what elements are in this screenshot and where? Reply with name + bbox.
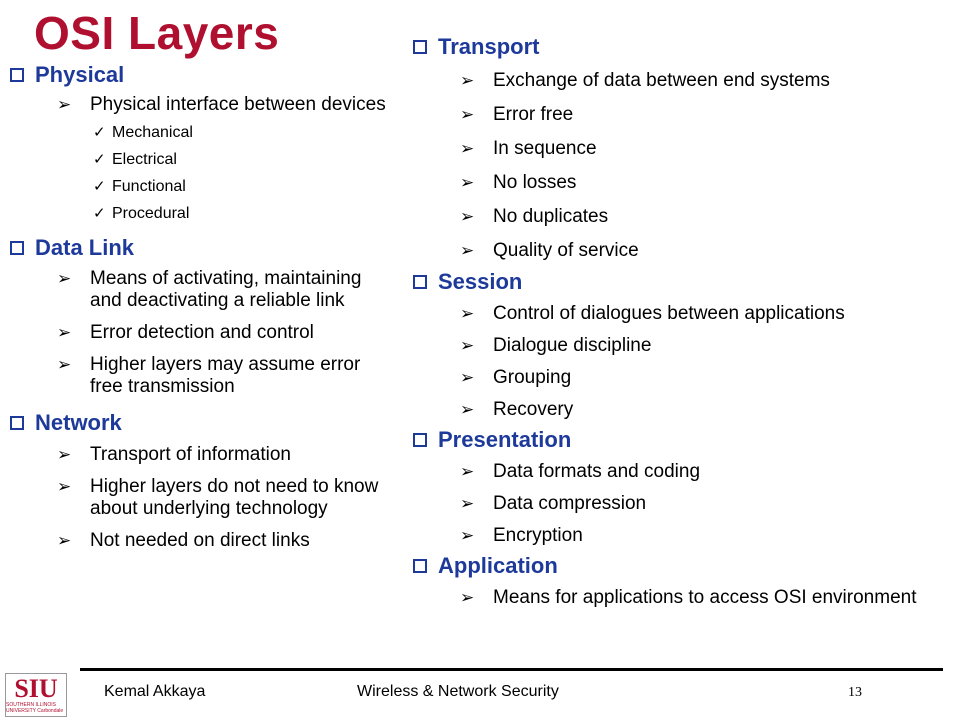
arrow-bullet-icon: ➢ [460, 139, 475, 158]
checkmark-icon: ✓ [93, 178, 106, 195]
footer-course: Wireless & Network Security [357, 683, 559, 700]
square-bullet-icon [10, 68, 24, 82]
section-heading [413, 553, 953, 579]
arrow-bullet-icon: ➢ [57, 477, 72, 496]
arrow-bullet-icon: ➢ [460, 336, 475, 355]
slide-title: OSI Layers [34, 7, 280, 59]
sub-item: ✓ Functional [10, 173, 395, 200]
list-item: ➢ Means for applications to access OSI environment [460, 587, 917, 608]
arrow-bullet-icon: ➢ [460, 71, 475, 90]
list-item: ➢ Higher layers do not need to know about underlying technology [57, 476, 379, 519]
square-bullet-icon [413, 433, 427, 447]
list-item: ➢ Higher layers may assume error free transmission [57, 354, 361, 397]
list-item: ➢ Encryption [460, 525, 583, 546]
section-datalink [10, 235, 395, 398]
arrow-bullet-icon: ➢ [57, 323, 72, 342]
arrow-bullet-icon: ➢ [460, 105, 475, 124]
section-heading [10, 410, 395, 436]
section-session [413, 269, 953, 421]
section-network [10, 410, 395, 552]
square-bullet-icon [413, 40, 427, 54]
arrow-bullet-icon: ➢ [460, 494, 475, 513]
heading-presentation: Presentation [438, 427, 572, 452]
square-bullet-icon [10, 241, 24, 255]
list-item: ➢ Data formats and coding [460, 461, 701, 482]
arrow-bullet-icon: ➢ [57, 355, 72, 374]
arrow-bullet-icon: ➢ [460, 241, 475, 260]
page-number: 13 [848, 685, 862, 700]
heading-transport: Transport [438, 34, 540, 59]
list-item: ➢ Recovery [460, 399, 574, 420]
sub-item: ✓ Electrical [10, 146, 395, 173]
square-bullet-icon [10, 416, 24, 430]
heading-physical: Physical [35, 62, 125, 87]
section-heading [10, 62, 395, 88]
section-application [413, 553, 953, 609]
sub-item: ✓ Procedural [10, 200, 395, 227]
heading-datalink: Data Link [35, 235, 135, 260]
arrow-bullet-icon: ➢ [460, 400, 475, 419]
section-presentation [413, 427, 953, 547]
university-logo [5, 673, 67, 717]
list-item: ➢ Not needed on direct links [57, 530, 310, 551]
arrow-bullet-icon: ➢ [460, 207, 475, 226]
arrow-bullet-icon: ➢ [460, 304, 475, 323]
square-bullet-icon [413, 275, 427, 289]
checkmark-icon: ✓ [93, 151, 106, 168]
list-item: ➢ Data compression [460, 493, 647, 514]
list-item: ➢ No duplicates [460, 206, 609, 227]
arrow-bullet-icon: ➢ [460, 526, 475, 545]
section-heading [413, 269, 953, 295]
section-transport [413, 34, 953, 262]
section-heading [413, 34, 953, 60]
heading-network: Network [35, 410, 122, 435]
sub-item: ✓ Mechanical [10, 119, 395, 146]
logo-text: SOUTHERN ILLINOIS UNIVERSITY Carbondale [6, 702, 64, 714]
list-item: ➢ No losses [460, 172, 577, 193]
list-item: ➢ Means of activating, maintaining and deactivating a reliable link [57, 268, 362, 311]
arrow-bullet-icon: ➢ [460, 173, 475, 192]
footer-author: Kemal Akkaya [104, 683, 206, 700]
arrow-bullet-icon: ➢ [460, 368, 475, 387]
arrow-bullet-icon: ➢ [57, 445, 72, 464]
section-physical [10, 62, 395, 227]
list-item: ➢ Exchange of data between end systems [460, 70, 830, 91]
list-item: ➢ Error detection and control [57, 322, 314, 343]
arrow-bullet-icon: ➢ [460, 588, 475, 607]
list-item: ➢ Dialogue discipline [460, 335, 652, 356]
footer-divider [80, 668, 943, 671]
section-heading [10, 235, 395, 261]
arrow-bullet-icon: ➢ [57, 531, 72, 550]
section-heading [413, 427, 953, 453]
arrow-bullet-icon: ➢ [460, 462, 475, 481]
right-column [413, 34, 953, 609]
list-item: ➢ Grouping [460, 367, 572, 388]
logo-mark: SIU [14, 674, 58, 703]
heading-application: Application [438, 553, 558, 578]
checkmark-icon: ✓ [93, 124, 106, 141]
list-item: ➢ Transport of information [57, 444, 291, 465]
list-item: ➢ In sequence [460, 138, 597, 159]
checkmark-icon: ✓ [93, 205, 106, 222]
list-item: ➢ Control of dialogues between applications [460, 303, 845, 324]
square-bullet-icon [413, 559, 427, 573]
list-item: ➢ Physical interface between devices [57, 94, 386, 115]
left-column [10, 62, 395, 552]
heading-session: Session [438, 269, 523, 294]
arrow-bullet-icon: ➢ [57, 269, 72, 288]
list-item: ➢ Error free [460, 104, 574, 125]
arrow-bullet-icon: ➢ [57, 95, 72, 114]
list-item: ➢ Quality of service [460, 240, 639, 261]
